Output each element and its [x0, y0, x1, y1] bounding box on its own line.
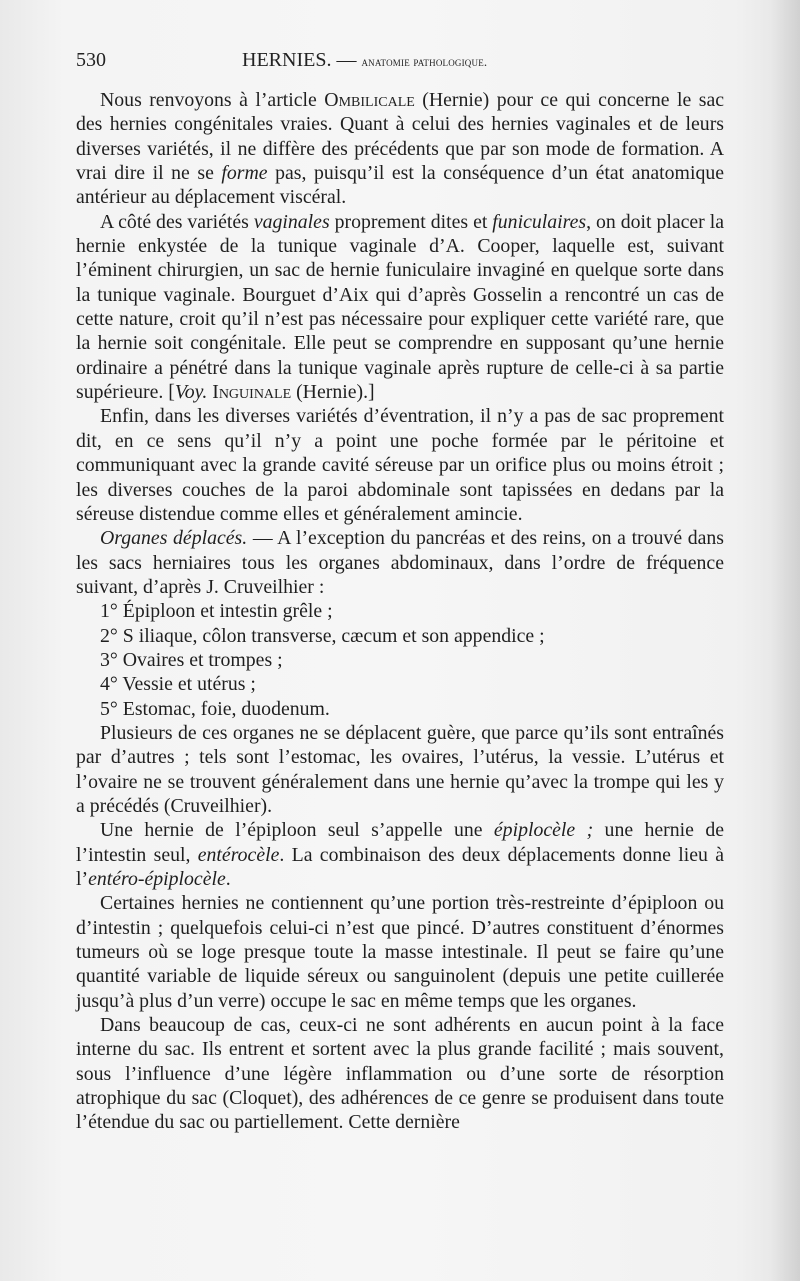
- paragraph: [76, 721, 724, 818]
- running-head-dash: —: [331, 49, 362, 71]
- text-run: Plusieurs de ces organes ne se déplacent guère, que parce qu’ils sont entraînés par d’autres ; tels sont l’estomac, les ovaires, l’utérus, la vessie. L’utérus et l’ovaire ne se trouvent généralement dans une hernie qu’avec la trompe qui les y a précédés (Cruveilhier).: [76, 721, 724, 817]
- list-item: 2° S iliaque, côlon transverse, cæcum et son appendice ;: [100, 624, 545, 647]
- text-run: Dans beaucoup de cas, ceux-ci ne sont adhérents en aucun point à la face interne du sac. Ils entrent et sortent avec la plus grande facilité ; mais souvent, sous l’influence d’une légère inflammation ou d’une sorte de résorption atrophique du sac (Cloquet), des adhérences de ce genre se produisent dans toute l’étendue du sac ou partiellement. Cette dernière: [76, 1014, 724, 1134]
- page-number: 530: [76, 49, 106, 71]
- text-run: Certaines hernies ne contiennent qu’une portion très-restreinte d’épiploon ou d’intestin ; quelquefois celui-ci n’est que pincé. D’autres constituent d’énormes tumeurs où se loge presque toute la masse intestinale. Il peut se faire qu’une quantité variable de liquide séreux ou sanguinolent (depuis une petite cuillerée jusqu’à plus d’un verre) occupe le sac en même temps que les organes.: [76, 892, 724, 1012]
- emphasis-text: forme: [221, 162, 268, 185]
- smallcaps-text: Inguinale: [212, 381, 292, 404]
- smallcaps-text: Ombilicale: [324, 89, 415, 111]
- text-run: . La combinaison des deux déplacements donne lieu à l’: [76, 843, 724, 890]
- emphasis-text: funiculaires: [492, 210, 587, 233]
- paragraph-group-intro: [76, 88, 724, 599]
- page-header: [76, 49, 724, 73]
- page-body: [76, 88, 724, 1135]
- paragraph: [76, 1013, 724, 1135]
- text-run: une hernie de l’intestin seul,: [76, 819, 724, 866]
- text-run: (Hernie) pour ce qui concerne le sac des hernies congénitales vraies. Quant à celui des hernies vaginales et de leurs diverses variétés, il ne diffère des précédents que par son mode de formation. A vrai dire il ne se: [76, 89, 725, 185]
- paragraph: [76, 526, 724, 599]
- emphasis-text: entéro-épiplocèle: [88, 868, 226, 890]
- list-item: 4° Vessie et utérus ;: [100, 673, 256, 696]
- paragraph: [76, 88, 724, 210]
- list-item: 1° Épiploon et intestin grêle ;: [100, 600, 333, 623]
- paragraph: [76, 891, 724, 1013]
- text-run: A côté des variétés: [100, 210, 254, 233]
- organ-frequency-list: [76, 599, 724, 721]
- text-run: proprement dites et: [329, 210, 493, 233]
- running-head-title: HERNIES.: [242, 49, 332, 71]
- paragraph: [76, 210, 724, 405]
- paragraph-group-main: [76, 721, 724, 1135]
- text-run: Enfin, dans les diverses variétés d’éventration, il n’y a pas de sac proprement dit, en ce sens qu’il n’y a point une poche formée par le péritoine et communiquant avec la grande cavité séreuse par un orifice plus ou moins étroit ; les diverses couches de la paroi abdominale sont tapissées en dedans par la séreuse distendue comme elles et généralement amincie.: [76, 405, 724, 525]
- emphasis-text: Voy.: [174, 381, 208, 404]
- text-run: .: [225, 868, 231, 890]
- paragraph: [76, 404, 724, 526]
- emphasis-text: vaginales: [253, 210, 330, 233]
- running-head: [242, 49, 487, 72]
- emphasis-text: entérocèle: [197, 843, 280, 866]
- text-run: (Hernie).]: [291, 381, 375, 404]
- text-run: pas, puisqu’il est la conséquence d’un état anatomique antérieur au déplacement viscéral.: [76, 162, 725, 209]
- text-run: Une hernie de l’épiploon seul s’appelle une: [100, 819, 494, 842]
- text-run: , on doit placer la hernie enkystée de la tunique vaginale d’A. Cooper, laquelle est, suivant l’éminent chirurgien, un sac de hernie funiculaire invaginé en quelque sorte dans la tunique vaginale. Bourguet d’Aix qui d’après Gosselin a rencontré un cas de cette nature, croit qu’il n’est pas nécessaire pour expliquer cette variété rare, que la hernie soit congénitale. Elle peut se comprendre en supposant qu’une hernie ordinaire a pénétré dans la tunique vaginale après rupture de celle-ci à sa partie supérieure. [: [76, 210, 724, 404]
- text-run: — A l’exception du pancréas et des reins, on a trouvé dans les sacs herniaires tous les organes abdominaux, dans l’ordre de fréquence suivant, d’après J. Cruveilhier :: [76, 527, 724, 598]
- emphasis-text: Organes déplacés.: [100, 527, 248, 550]
- emphasis-text: épiplocèle ;: [493, 819, 594, 842]
- list-item: 3° Ovaires et trompes ;: [100, 648, 283, 671]
- list-item: 5° Estomac, foie, duodenum.: [100, 697, 330, 720]
- paragraph: [76, 818, 724, 891]
- page-edge-shadow: [770, 0, 800, 1281]
- text-run: Nous renvoyons à l’article: [100, 89, 325, 111]
- running-head-subtitle: anatomie pathologique.: [361, 54, 488, 69]
